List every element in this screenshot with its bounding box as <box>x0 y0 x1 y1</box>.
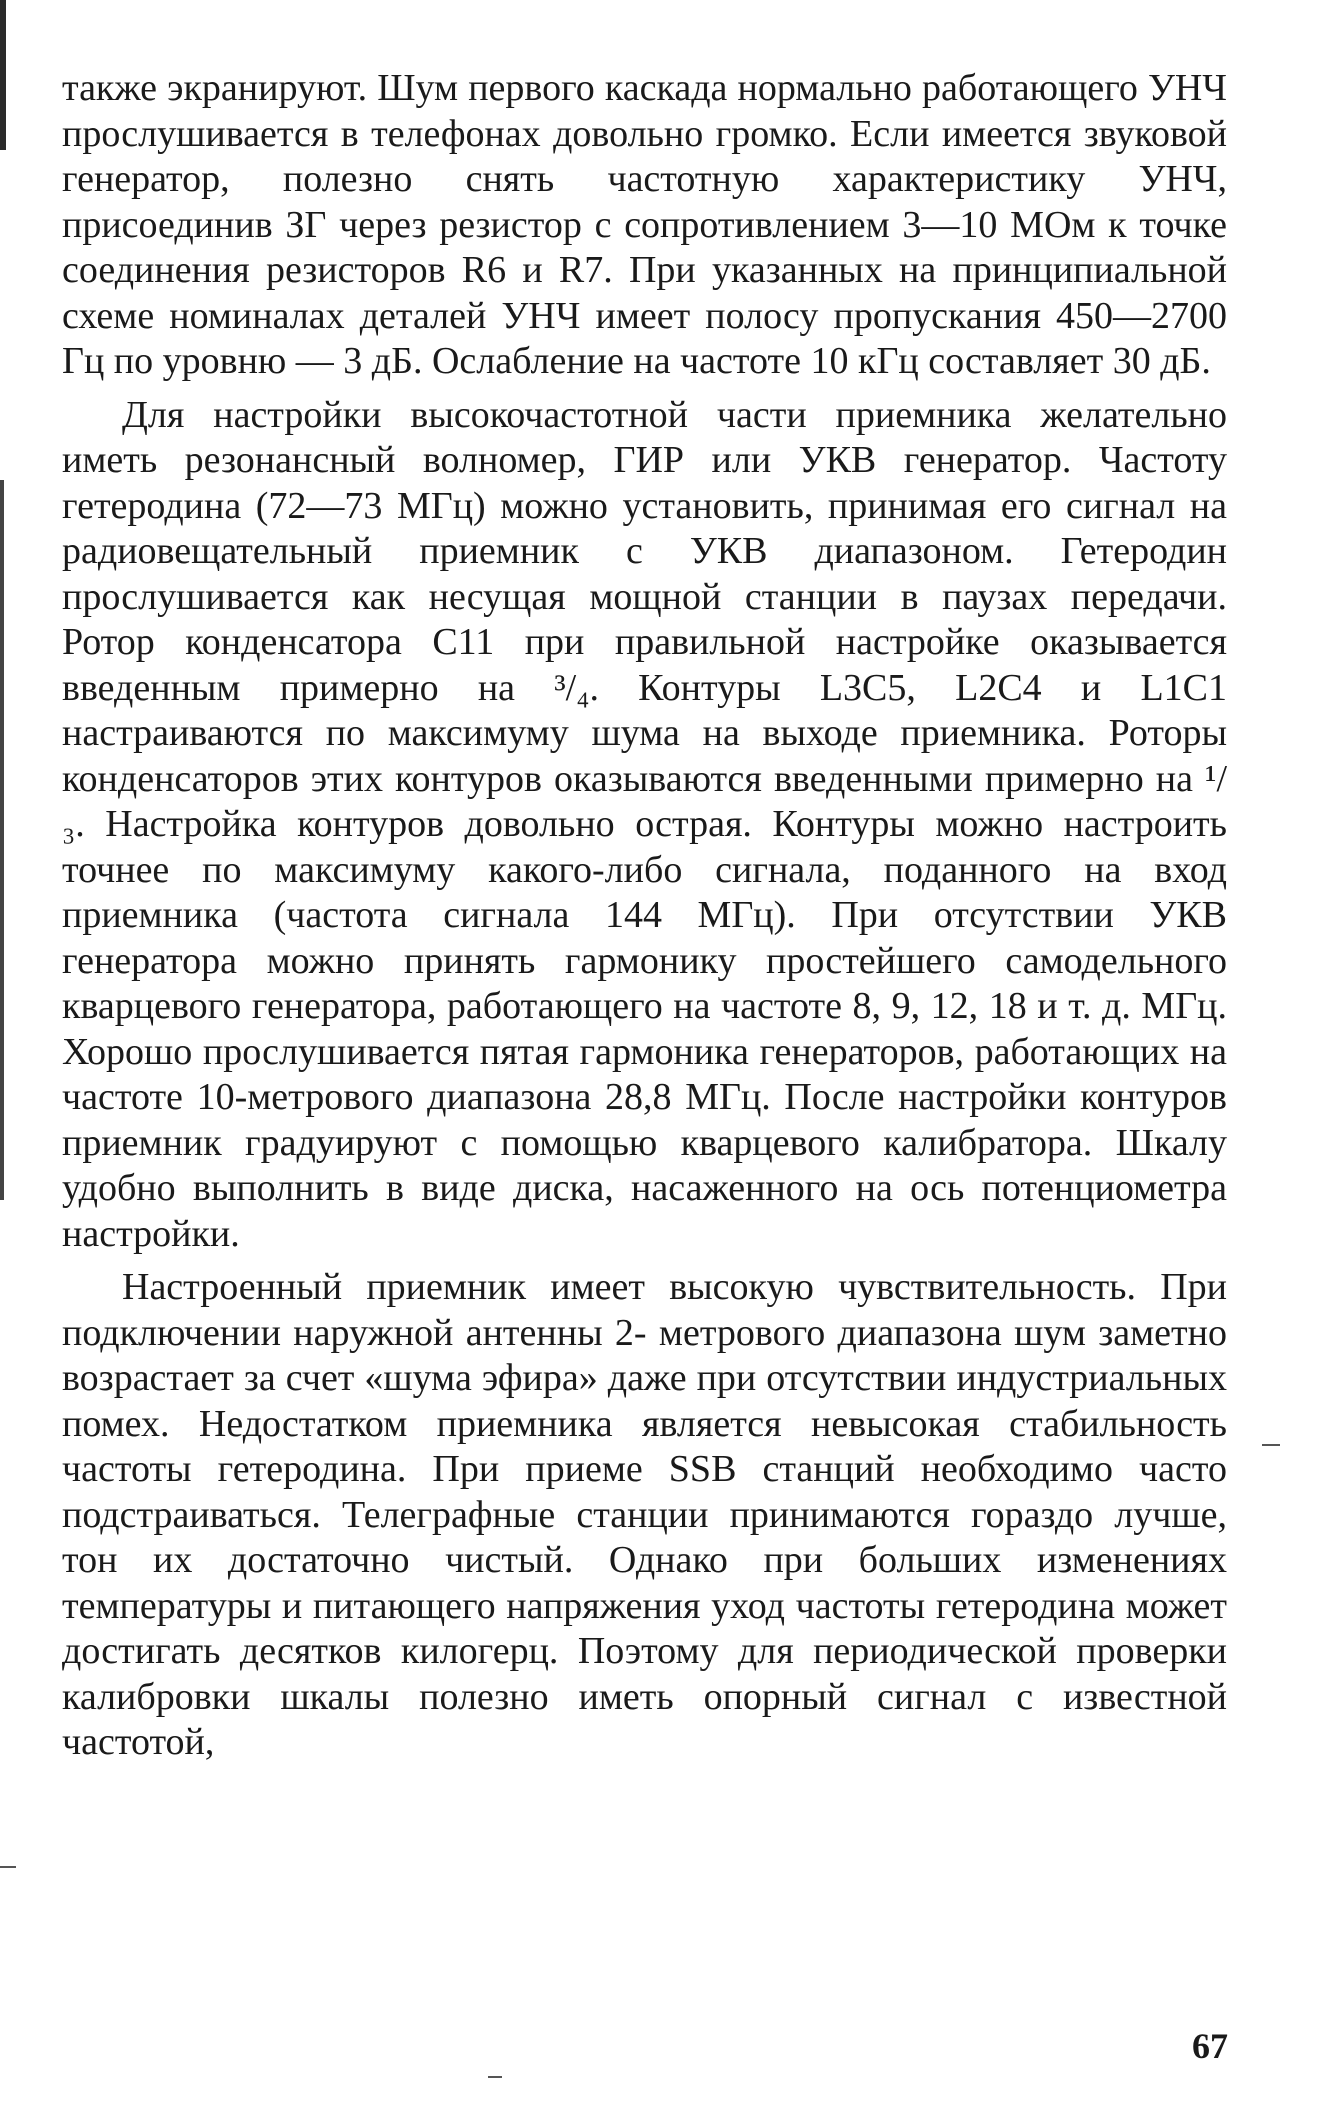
scan-mark-bottom <box>488 2076 502 2078</box>
paragraph-2: Для настройки высокочастотной части приемника желательно иметь резонансный волномер, ГИР или УКВ генератор. Частоту гетеродина (72—73 МГц) можно установить, принимая его сигнал на радиовещательный приемник с УКВ диапазоном. Гетеродин прослушивается как несущая мощной станции в паузах передачи. Ротор конденсатора C11 при правильной настройке оказывается введенным примерно на ³/₄. Контуры L3C5, L2C4 и L1C1 настраиваются по максимуму шума на выходе приемника. Роторы конденсаторов этих контуров оказываются введенными примерно на ¹/₃. Настройка контуров довольно острая. Контуры можно настроить точнее по максимуму какого-либо сигнала, поданного на вход приемника (частота сигнала 144 МГц). При отсутствии УКВ генератора можно принять гармонику простейшего самодельного кварцевого генератора, работающего на частоте 8, 9, 12, 18 и т. д. МГц. Хорошо прослушивается пятая гармоника генераторов, работающих на частоте 10-метрового диапазона 28,8 МГц. После настройки контуров приемник градуируют с помощью кварцевого калибратора. Шкалу удобно выполнить в виде диска, насаженного на ось потенциометра настройки. <box>62 393 1227 1255</box>
scan-edge-top <box>0 0 6 150</box>
paragraph-3: Настроенный приемник имеет высокую чувствительность. При подключении наружной антенны 2- метрового диапазона шум заметно возрастает за счет «шума эфира» даже при отсутствии индустриальных помех. Недостатком приемника является невысокая стабильность частоты гетеродина. При приеме SSB станций необходимо часто подстраиваться. Телеграфные станции принимаются гораздо лучше, тон их достаточно чистый. Однако при больших изменениях температуры и питающего напряжения уход частоты гетеродина может достигать десятков килогерц. Поэтому для периодической проверки калибровки шкалы полезно иметь опорный сигнал с известной частотой, <box>62 1266 1227 1763</box>
paragraph-1: также экранируют. Шум первого каскада нормально работающего УНЧ прослушивается в телефонах довольно громко. Если имеется звуковой генератор, полезно снять частотную характеристику УНЧ, присоединив ЗГ через резистор с сопротивлением 3—10 МОм к точке соединения резисторов R6 и R7. При указанных на принципиальной схеме номиналах деталей УНЧ имеет полосу пропускания 450—2700 Гц по уровню — 3 дБ. Ослабление на частоте 10 кГц составляет 30 дБ. <box>62 67 1227 382</box>
scan-mark-right <box>1262 1444 1280 1446</box>
scan-edge-middle <box>0 480 4 1200</box>
page-text-body <box>62 66 1227 1774</box>
page-number: 67 <box>1192 2026 1228 2066</box>
scan-mark-left <box>0 1866 16 1868</box>
